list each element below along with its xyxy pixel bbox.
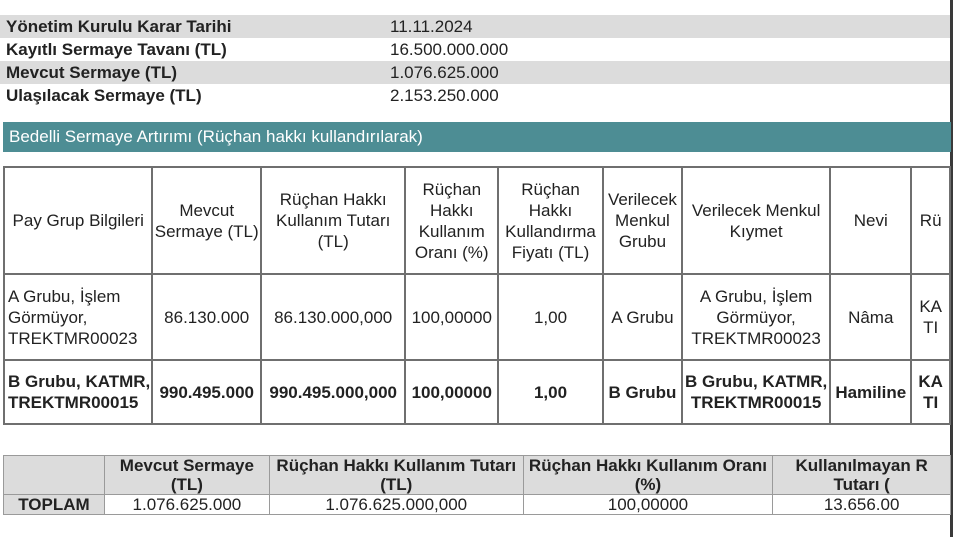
table-cell: KA TI — [911, 274, 950, 360]
column-header: Mevcut Sermaye (TL) — [152, 167, 261, 274]
table-cell: KA TI — [911, 360, 950, 424]
totals-row — [4, 495, 951, 515]
column-header: Verilecek Menkul Grubu — [603, 167, 682, 274]
column-header: Rüçhan Hakkı Kullanım Oranı (%) — [405, 167, 498, 274]
table-cell: 100,00000 — [405, 360, 498, 424]
column-header: Rüçhan Hakkı Kullandırma Fiyatı (TL) — [498, 167, 603, 274]
table-cell: A Grubu, İşlem Görmüyor, TREKTMR00023 — [682, 274, 830, 360]
info-row-target-capital — [0, 84, 950, 107]
info-value: 2.153.250.000 — [390, 85, 499, 105]
rights-issue-table-container — [3, 166, 951, 436]
column-header: Nevi — [830, 167, 911, 274]
table-cell: 1.076.625.000,000 — [269, 495, 523, 515]
table-cell: 1,00 — [498, 360, 603, 424]
table-cell: 990.495.000,000 — [261, 360, 405, 424]
table-cell: 1.076.625.000 — [104, 495, 269, 515]
table-cell: B Grubu, KATMR, TREKTMR00015 — [682, 360, 830, 424]
info-label: Yönetim Kurulu Karar Tarihi — [6, 16, 232, 36]
table-cell: 86.130.000 — [152, 274, 261, 360]
table-cell: B Grubu, KATMR, TREKTMR00015 — [4, 360, 152, 424]
totals-header-blank — [4, 456, 105, 495]
totals-label: TOPLAM — [4, 495, 105, 515]
column-header: Mevcut Sermaye (TL) — [104, 456, 269, 495]
section-header: Bedelli Sermaye Artırımı (Rüçhan hakkı kullandırılarak) — [3, 122, 951, 152]
info-label: Mevcut Sermaye (TL) — [6, 62, 177, 82]
totals-table-container — [3, 455, 951, 517]
rights-issue-table — [3, 166, 951, 425]
totals-header-row — [4, 456, 951, 495]
column-header: Rüçhan Hakkı Kullanım Oranı (%) — [523, 456, 773, 495]
info-label: Kayıtlı Sermaye Tavanı (TL) — [6, 39, 227, 59]
column-header: Rüçhan Hakkı Kullanım Tutarı (TL) — [269, 456, 523, 495]
table-row — [4, 274, 950, 360]
totals-table — [3, 455, 951, 515]
column-header: Verilecek Menkul Kıymet — [682, 167, 830, 274]
table-cell: 990.495.000 — [152, 360, 261, 424]
table-cell: 100,00000 — [405, 274, 498, 360]
info-row-current-capital — [0, 61, 950, 84]
column-header: Rü — [911, 167, 950, 274]
column-header: Rüçhan Hakkı Kullanım Tutarı (TL) — [261, 167, 405, 274]
table-cell: A Grubu — [603, 274, 682, 360]
table-cell: B Grubu — [603, 360, 682, 424]
info-row-board-date — [0, 15, 950, 38]
table-cell: Hamiline — [830, 360, 911, 424]
info-label: Ulaşılacak Sermaye (TL) — [6, 85, 202, 105]
capital-info — [0, 15, 950, 107]
table-cell: 86.130.000,000 — [261, 274, 405, 360]
table-cell: 1,00 — [498, 274, 603, 360]
table-cell: 13.656.00 — [773, 495, 951, 515]
info-value: 1.076.625.000 — [390, 62, 499, 82]
info-value: 16.500.000.000 — [390, 39, 509, 59]
info-row-registered-capital — [0, 38, 950, 61]
table-cell: 100,00000 — [523, 495, 773, 515]
info-value: 11.11.2024 — [390, 16, 473, 36]
table-cell: Nâma — [830, 274, 911, 360]
table-row — [4, 360, 950, 424]
table-header-row — [4, 167, 950, 274]
column-header: Kullanılmayan R Tutarı ( — [773, 456, 951, 495]
table-cell: A Grubu, İşlem Görmüyor, TREKTMR00023 — [4, 274, 152, 360]
column-header: Pay Grup Bilgileri — [4, 167, 152, 274]
